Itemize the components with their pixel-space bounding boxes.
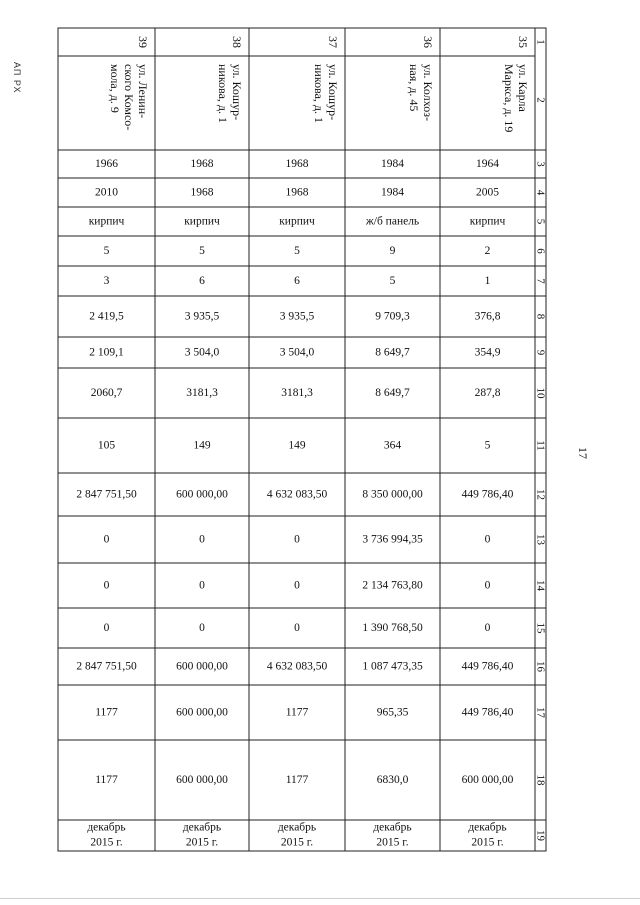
table-cell: 1968 (190, 158, 214, 170)
table-cell: 5 (103, 245, 110, 257)
column-number: 19 (534, 830, 547, 841)
table-cell: 600 000,00 (461, 774, 514, 786)
column-number: 4 (534, 189, 547, 196)
table-cell: 1968 (285, 158, 309, 170)
table-cell: 2 847 751,50 (76, 660, 137, 673)
table-cell: 5 (484, 439, 491, 452)
table-cell: 9 (389, 245, 396, 257)
table-cell: 8 649,7 (375, 387, 410, 399)
table-cell: 3 935,5 (184, 310, 220, 323)
table-cell: 1968 (285, 186, 309, 199)
record-address-line: ского Комсо- (122, 64, 136, 131)
table-cell: 0 (484, 533, 491, 546)
table-cell: 2 419,5 (89, 310, 124, 323)
table-cell: 3181,3 (281, 387, 313, 399)
archive-side-mark: АП РХ (12, 62, 22, 94)
table-cell: 0 (484, 622, 491, 634)
record-address-line: ул. Колхоз- (421, 64, 435, 121)
table-cell: 449 786,40 (461, 488, 514, 501)
table-cell: 2005 (476, 186, 499, 199)
table-cell: 0 (484, 579, 491, 592)
table-cell: 1177 (285, 774, 309, 786)
table-cell: 3 (103, 275, 110, 287)
column-number: 15 (534, 622, 547, 634)
table-cell: 600 000,00 (176, 660, 228, 673)
table-cell: 1 087 473,35 (362, 660, 423, 673)
table-cell: 0 (294, 579, 300, 592)
table-cell: 449 786,40 (461, 706, 514, 719)
table-cell: 149 (193, 439, 211, 452)
table-cell: 5 (294, 245, 300, 257)
column-number: 1 (534, 39, 547, 45)
table-cell: 1177 (285, 706, 309, 719)
table-cell: 1 390 768,50 (362, 622, 423, 634)
column-number: 5 (534, 218, 547, 225)
table-cell: 0 (199, 622, 205, 634)
record-number: 35 (516, 36, 530, 48)
table-cell: кирпич (279, 215, 315, 228)
table-cell: 449 786,40 (461, 660, 514, 673)
column-number: 12 (534, 489, 547, 500)
table-cell: 287,8 (474, 387, 501, 399)
column-number: 13 (534, 534, 547, 545)
column-number: 6 (534, 248, 547, 254)
table-cell: 2 134 763,80 (362, 579, 423, 592)
record-address-line: ул. Карла (516, 64, 530, 112)
table-cell: 5 (389, 275, 396, 287)
table-cell: 1177 (95, 774, 118, 786)
table-cell: 8 350 000,00 (362, 488, 423, 501)
table-cell: 1 (484, 275, 491, 287)
table-cell: 354,9 (474, 346, 501, 359)
table-cell: 1968 (190, 186, 214, 199)
table-cell: 600 000,00 (176, 774, 228, 786)
table-cell: 3181,3 (186, 387, 218, 399)
column-number: 3 (534, 161, 547, 167)
table-cell: 364 (383, 439, 402, 452)
column-number: 16 (534, 661, 547, 672)
bottom-rule (0, 898, 640, 899)
table-cell: 3 935,5 (279, 310, 315, 323)
table-cell: декабрь (373, 821, 412, 834)
table-cell: 105 (97, 439, 116, 452)
record-address-line: никова, д. 1 (312, 64, 326, 124)
table-cell: 3 736 994,35 (362, 533, 423, 546)
table-cell: 4 632 083,50 (266, 488, 328, 501)
table-cell: 149 (288, 439, 306, 452)
table-cell: 6830,0 (376, 774, 409, 786)
table-cell: декабрь (277, 821, 317, 834)
record-address-line: ул. Ленин- (136, 64, 150, 119)
table-cell: кирпич (184, 215, 220, 228)
table-cell: 0 (103, 533, 110, 546)
table-cell: 965,35 (376, 706, 409, 719)
table-cell: 2015 г. (280, 836, 314, 849)
table-cell: 4 632 083,50 (266, 660, 328, 673)
table-cell: 0 (103, 622, 110, 634)
column-number: 9 (534, 349, 547, 356)
table-cell: 600 000,00 (176, 706, 228, 719)
column-number: 2 (534, 97, 547, 103)
table-cell: 2 109,1 (89, 346, 124, 359)
table-cell: 6 (199, 275, 205, 287)
table-cell: 2060,7 (90, 387, 123, 399)
table-cell: 2015 г. (90, 836, 123, 849)
record-address-line: ул. Кошур- (230, 64, 244, 121)
table-cell: 3 504,0 (184, 346, 220, 359)
table-cell: декабрь (468, 821, 507, 834)
table-cell: 1966 (95, 158, 118, 170)
column-number: 14 (534, 580, 547, 591)
table-cell: 0 (199, 533, 205, 546)
record-address-line: никова, д. 1 (216, 64, 230, 124)
column-number: 18 (534, 774, 547, 786)
table-cell: 600 000,00 (176, 488, 228, 501)
table-cell: кирпич (88, 215, 125, 228)
table-cell: 1177 (95, 706, 118, 719)
record-number: 38 (230, 36, 244, 48)
table-cell: 1984 (381, 186, 404, 199)
table-cell: декабрь (87, 821, 126, 834)
column-number: 11 (534, 440, 547, 451)
record-address-line: мола, д. 9 (108, 64, 122, 113)
table-cell: 2 (484, 245, 491, 257)
table-cell: 0 (199, 579, 205, 592)
record-number: 36 (421, 36, 435, 48)
table-cell: кирпич (469, 215, 506, 228)
table-cell: 0 (294, 533, 300, 546)
table-cell: ж/б панель (365, 215, 420, 228)
page-number: 17 (576, 447, 590, 459)
table-cell: 3 504,0 (279, 346, 315, 359)
record-address-line: ул. Кошур- (326, 64, 340, 121)
table-cell: 8 649,7 (375, 346, 410, 359)
record-number: 37 (326, 36, 340, 48)
record-number: 39 (136, 36, 150, 48)
table-cell: 0 (294, 622, 300, 634)
table-cell: 376,8 (474, 310, 501, 323)
column-number: 8 (534, 313, 547, 320)
table-cell: 2 847 751,50 (76, 488, 137, 501)
record-address-line: Маркса, д. 19 (502, 64, 516, 133)
table-cell: 0 (103, 579, 110, 592)
table-cell: 1984 (381, 158, 404, 170)
column-number: 7 (534, 278, 547, 284)
table-cell: 2010 (95, 186, 118, 199)
table-cell: 2015 г. (471, 836, 504, 849)
table-cell: 6 (294, 275, 300, 287)
table-cell: 1964 (476, 158, 499, 170)
table-cell: 5 (199, 245, 205, 257)
table-cell: 2015 г. (185, 836, 219, 849)
column-number: 10 (534, 387, 547, 399)
table-cell: декабрь (182, 821, 222, 834)
record-address-line: ная, д. 45 (407, 64, 421, 112)
table-cell: 2015 г. (376, 836, 409, 849)
column-number: 17 (534, 707, 547, 718)
table-cell: 9 709,3 (375, 310, 410, 323)
